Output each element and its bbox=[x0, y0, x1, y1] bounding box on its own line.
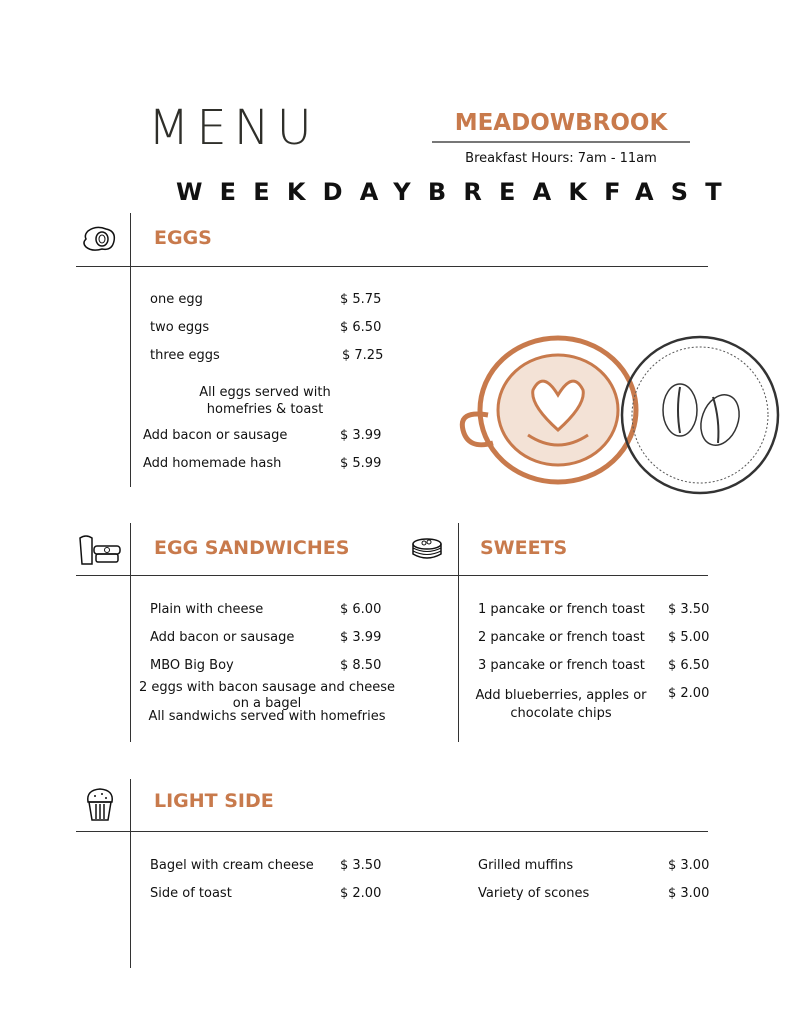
item-name: three eggs bbox=[150, 348, 220, 363]
brand-underline bbox=[432, 141, 690, 143]
pancakes-icon bbox=[410, 536, 444, 562]
sweets-heading: SWEETS bbox=[480, 537, 568, 559]
item-name: one egg bbox=[150, 292, 203, 307]
sandwich-icon bbox=[78, 534, 122, 566]
fried-egg-icon bbox=[82, 225, 118, 253]
item-name: Bagel with cream cheese bbox=[150, 858, 314, 873]
sandwich-note: 2 eggs with bacon sausage and cheese bbox=[138, 680, 396, 695]
item-price: $ 6.00 bbox=[340, 602, 382, 617]
sandwich-note: on a bagel bbox=[232, 696, 302, 711]
subtitle: WEEKDAYBREAKFAST bbox=[176, 178, 739, 206]
item-name: Plain with cheese bbox=[150, 602, 264, 617]
brand-name: MEADOWBROOK bbox=[454, 110, 668, 136]
item-price: $ 6.50 bbox=[668, 658, 710, 673]
item-name: Add bacon or sausage bbox=[150, 630, 295, 645]
item-name: two eggs bbox=[150, 320, 210, 335]
item-price: $ 7.25 bbox=[342, 348, 384, 363]
sandwich-note: All sandwichs served with homefries bbox=[148, 709, 386, 724]
item-name: Add bacon or sausage bbox=[143, 428, 288, 443]
coffee-cup-illustration bbox=[458, 335, 783, 495]
item-price: $ 5.00 bbox=[668, 630, 710, 645]
eggs-note: All eggs served with bbox=[199, 385, 331, 400]
divider bbox=[76, 831, 708, 832]
divider bbox=[458, 523, 459, 742]
item-price: $ 5.99 bbox=[340, 456, 382, 471]
item-price: $ 6.50 bbox=[340, 320, 382, 335]
sandwiches-heading: EGG SANDWICHES bbox=[154, 537, 350, 559]
item-name: 3 pancake or french toast bbox=[478, 658, 645, 673]
item-name: Add homemade hash bbox=[143, 456, 282, 471]
item-name: Add blueberries, apples or bbox=[475, 688, 647, 703]
light-side-heading: LIGHT SIDE bbox=[154, 790, 274, 812]
item-name: MBO Big Boy bbox=[150, 658, 234, 673]
item-name: Side of toast bbox=[150, 886, 232, 901]
hours: Breakfast Hours: 7am - 11am bbox=[465, 151, 657, 166]
eggs-note: homefries & toast bbox=[206, 402, 324, 417]
item-name: chocolate chips bbox=[510, 706, 612, 721]
item-price: $ 8.50 bbox=[340, 658, 382, 673]
item-price: $ 3.50 bbox=[340, 858, 382, 873]
item-price: $ 2.00 bbox=[668, 686, 710, 701]
item-name: 2 pancake or french toast bbox=[478, 630, 645, 645]
divider bbox=[130, 213, 131, 487]
item-price: $ 5.75 bbox=[340, 292, 382, 307]
item-name: 1 pancake or french toast bbox=[478, 602, 645, 617]
item-name: Variety of scones bbox=[478, 886, 590, 901]
eggs-heading: EGGS bbox=[154, 227, 212, 249]
item-price: $ 2.00 bbox=[340, 886, 382, 901]
divider bbox=[76, 575, 708, 576]
divider bbox=[130, 779, 131, 968]
divider bbox=[76, 266, 708, 267]
item-price: $ 3.99 bbox=[340, 630, 382, 645]
item-price: $ 3.99 bbox=[340, 428, 382, 443]
item-price: $ 3.00 bbox=[668, 886, 710, 901]
divider bbox=[130, 523, 131, 742]
menu-title: MENU bbox=[148, 100, 319, 156]
muffin-icon bbox=[84, 786, 116, 822]
item-price: $ 3.50 bbox=[668, 602, 710, 617]
item-name: Grilled muffins bbox=[478, 858, 574, 873]
item-price: $ 3.00 bbox=[668, 858, 710, 873]
